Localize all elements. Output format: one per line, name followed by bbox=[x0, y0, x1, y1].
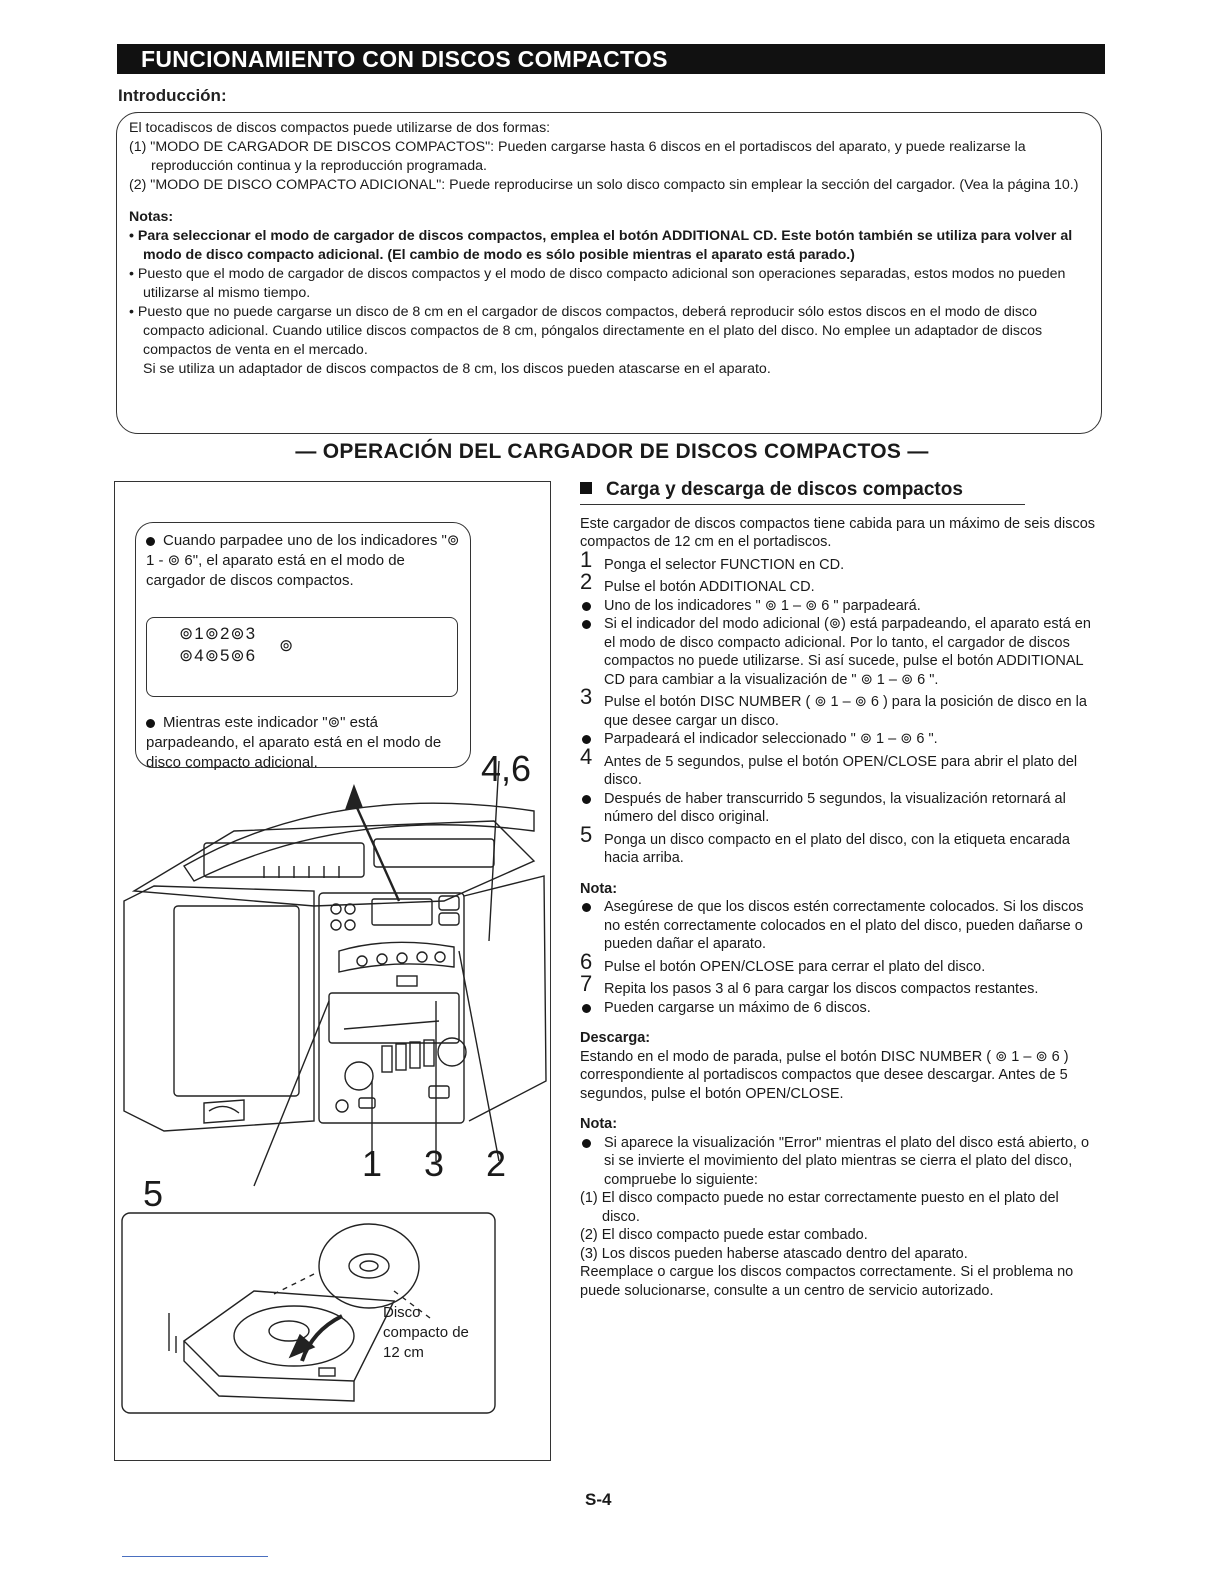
step-4 bbox=[580, 743, 1100, 790]
bullet-3-text: Parpadeará el indicador seleccionado " ⊚ 1 – ⊚ 6 ". bbox=[604, 731, 938, 747]
intro-box bbox=[116, 112, 1102, 434]
step-7-number: 7 bbox=[580, 971, 593, 996]
bullet-2a-text: Uno de los indicadores " ⊚ 1 – ⊚ 6 " parpadeará. bbox=[604, 597, 921, 614]
note-3b: Si se utiliza un adaptador de discos compactos de 8 cm, los discos pueden atascarse en el aparato. bbox=[143, 361, 771, 377]
notes-label: Notas: bbox=[129, 209, 174, 225]
callout-bottom-text bbox=[146, 713, 468, 773]
callout-top-line: Cuando parpadee uno de los indicadores "⊚ 1 - ⊚ 6", el aparato está en el modo de cargador de discos compactos. bbox=[146, 532, 460, 589]
step-3-text: Pulse el botón DISC NUMBER ( ⊚ 1 – ⊚ 6 ) para la posición de disco en la que desee cargar un disco. bbox=[604, 694, 1087, 729]
page-number: S-4 bbox=[585, 1490, 612, 1509]
bullet-dot-icon bbox=[582, 620, 591, 629]
intro-mode-1: (1) "MODO DE CARGADOR DE DISCOS COMPACTOS": Pueden cargarse hasta 6 discos en el portadiscos del aparato, y puede realizarse la reproducción continua y la reproducción programada. bbox=[129, 139, 1026, 174]
bullet-dot-icon bbox=[582, 795, 591, 804]
subheading-text: Carga y descarga de discos compactos bbox=[606, 479, 963, 500]
check-3: (3) Los discos pueden haberse atascado dentro del aparato. bbox=[580, 1245, 968, 1262]
footer-rule bbox=[122, 1556, 268, 1557]
step-7 bbox=[580, 971, 1100, 999]
bullet-dot-icon bbox=[582, 1139, 591, 1148]
check-1: (1) El disco compacto puede no estar correctamente puesto en el plato del disco. bbox=[580, 1190, 1059, 1225]
bullet-7-text: Pueden cargarse un máximo de 6 discos. bbox=[604, 999, 871, 1016]
bullet-2a bbox=[580, 597, 1100, 616]
label-1: 1 bbox=[362, 1143, 383, 1184]
step-1-text: Ponga el selector FUNCTION en CD. bbox=[604, 556, 845, 573]
nota-1-text: Asegúrese de que los discos estén correctamente colocados. Si los discos no estén correctamente colocados en el plato del disco, pueden dañarse o pueden dañar el aparato. bbox=[604, 899, 1084, 952]
subheading-rule bbox=[580, 504, 1025, 505]
label-5: 5 bbox=[143, 1173, 164, 1214]
step-2-text: Pulse el botón ADDITIONAL CD. bbox=[604, 579, 815, 595]
square-bullet-icon bbox=[580, 482, 592, 494]
step-4-number: 4 bbox=[580, 743, 593, 769]
callout-bottom-line: Mientras este indicador "⊚" está parpadeando, el aparato está en el modo de disco compacto adicional. bbox=[146, 714, 442, 771]
section-banner: FUNCIONAMIENTO CON DISCOS COMPACTOS bbox=[117, 44, 1105, 74]
disc-label-line-3: 12 cm bbox=[383, 1344, 424, 1361]
bullet-4-text: Después de haber transcurrido 5 segundos, la visualización retornará al número del disco original. bbox=[604, 790, 1066, 825]
nota-1-label: Nota: bbox=[580, 880, 618, 897]
instructions-column bbox=[580, 481, 1100, 1300]
disc-label-line-2: compacto de bbox=[383, 1324, 469, 1341]
display-extra-indicator: ⊚ bbox=[279, 636, 295, 655]
step-1 bbox=[580, 546, 1100, 575]
display-row-2: ⊚4⊚5⊚6 bbox=[179, 646, 257, 665]
bullet-4 bbox=[580, 790, 1100, 827]
descarga-label: Descarga: bbox=[580, 1030, 651, 1046]
descarga-text: Estando en el modo de parada, pulse el botón DISC NUMBER ( ⊚ 1 – ⊚ 6 ) correspondiente al portadiscos compactos que desee descargar. Antes de 5 segundos, pulse el botón OPEN/CLOSE. bbox=[580, 1048, 1069, 1102]
nota-2-text: Si aparece la visualización "Error" mientras el plato del disco está abierto, o si se invierte el movimiento del plato mientras se cierra el plato del disco, compruebe lo siguiente: bbox=[604, 1134, 1090, 1188]
step-7-text: Repita los pasos 3 al 6 para cargar los discos compactos restantes. bbox=[604, 981, 1039, 997]
step-4-text: Antes de 5 segundos, pulse el botón OPEN/CLOSE para abrir el plato del disco. bbox=[604, 753, 1078, 788]
callout-top-text bbox=[146, 531, 468, 591]
step-6 bbox=[580, 948, 1100, 977]
bullet-2b bbox=[580, 615, 1100, 689]
intro-mode-2: (2) "MODO DE DISCO COMPACTO ADICIONAL": Puede reproducirse un solo disco compacto sin emplear la sección del cargador. (Vea la página 10.) bbox=[129, 177, 1079, 193]
display-indicator-box bbox=[146, 617, 458, 697]
step-1-number: 1 bbox=[580, 546, 593, 572]
bullet-dot-icon bbox=[582, 1004, 591, 1013]
bullet-2b-text: Si el indicador del modo adicional (⊚) está parpadeando, el aparato está en el modo de disco compacto adicional. Por lo tanto, el cargador de discos compactos no puede utilizarse. Si así sucede, pulse el botón ADDITIONAL CD para cambiar a la visualización de " ⊚ 1 – ⊚ 6 ". bbox=[604, 616, 1091, 688]
label-3: 3 bbox=[424, 1143, 445, 1184]
step-2-number: 2 bbox=[580, 569, 593, 594]
intro-lead: El tocadiscos de discos compactos puede utilizarse de dos formas: bbox=[129, 120, 551, 136]
intro-heading: Introducción: bbox=[118, 86, 227, 105]
bullet-dot-icon bbox=[582, 602, 591, 611]
label-4-6: 4,6 bbox=[481, 748, 532, 789]
bullet-7 bbox=[580, 999, 1100, 1018]
bullet-dot-icon bbox=[146, 537, 155, 546]
step-5 bbox=[580, 821, 1100, 868]
note-3: • Puesto que no puede cargarse un disco de 8 cm en el cargador de discos compactos, deberá reproducir sólo estos discos en el modo de disco compacto adicional. Cuando utilice discos compactos de 8 cm, póngalos directamente en el plato del disco. No emplee un adaptador de discos compactos de venta en el mercado. bbox=[129, 304, 1043, 358]
nota-2-bullet bbox=[580, 1134, 1100, 1190]
closing-text: Reemplace o cargue los discos compactos correctamente. Si el problema no puede solucionarse, consulte a un centro de servicio autorizado. bbox=[580, 1264, 1074, 1299]
step-6-number: 6 bbox=[580, 948, 593, 974]
bullet-3 bbox=[580, 730, 1100, 749]
bullet-dot-icon bbox=[582, 903, 591, 912]
label-2: 2 bbox=[486, 1143, 507, 1184]
note-1: • Para seleccionar el modo de cargador de discos compactos, emplea el botón ADDITIONAL CD. Este botón también se utiliza para volver al modo de disco compacto adicional. (El cambio de modo es sólo posible mientras el aparato está parado.) bbox=[129, 228, 1073, 263]
nota-1-bullet bbox=[580, 898, 1100, 954]
display-row-1: ⊚1⊚2⊚3 bbox=[179, 624, 257, 643]
check-2: (2) El disco compacto puede estar combado. bbox=[580, 1227, 868, 1243]
subheading bbox=[580, 481, 1100, 500]
step-2 bbox=[580, 569, 1100, 597]
disc-label-line-1: Disco bbox=[383, 1304, 421, 1321]
bullet-dot-icon bbox=[146, 719, 155, 728]
note-2: • Puesto que el modo de cargador de discos compactos y el modo de disco compacto adicional son operaciones separadas, estos modos no pueden utilizarse al mismo tiempo. bbox=[129, 266, 1066, 301]
step-3-number: 3 bbox=[580, 684, 593, 709]
step-3 bbox=[580, 684, 1100, 730]
bullet-dot-icon bbox=[582, 735, 591, 744]
loading-intro: Este cargador de discos compactos tiene cabida para un máximo de seis discos compactos de 12 cm en el portadiscos. bbox=[580, 515, 1096, 550]
step-5-text: Ponga un disco compacto en el plato del disco, con la etiqueta encarada hacia arriba. bbox=[604, 831, 1070, 866]
step-5-number: 5 bbox=[580, 821, 593, 847]
step-6-text: Pulse el botón OPEN/CLOSE para cerrar el plato del disco. bbox=[604, 958, 986, 975]
section-title: — OPERACIÓN DEL CARGADOR DE DISCOS COMPACTOS — bbox=[295, 440, 929, 463]
disc-size-label bbox=[383, 1303, 469, 1363]
nota-2-label: Nota: bbox=[580, 1116, 618, 1132]
indicator-callout bbox=[135, 522, 471, 771]
